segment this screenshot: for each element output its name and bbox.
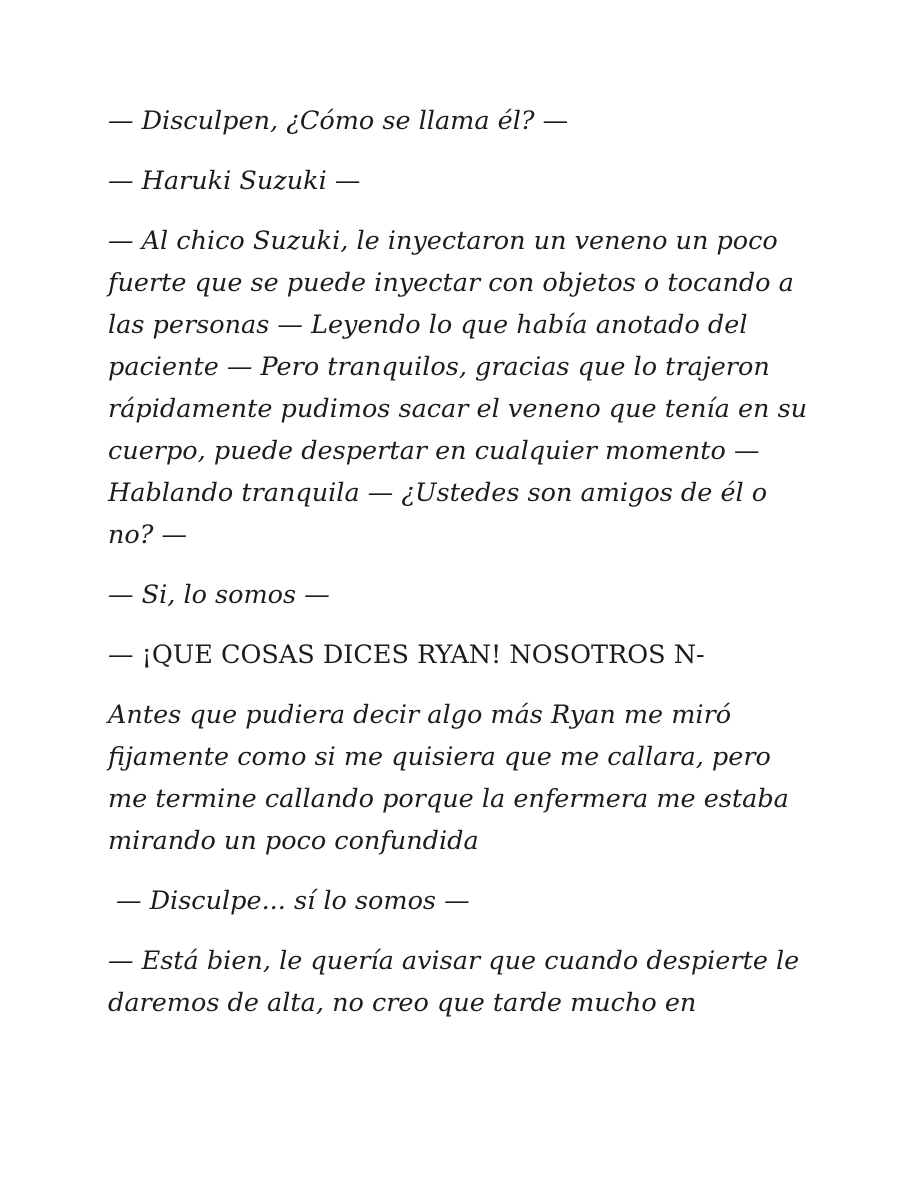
paragraph-dialogue-apology: — Disculpe... sí lo somos —: [116, 886, 470, 916]
paragraph-nurse-explanation: — Al chico Suzuki, le inyectaron un veneno un poco fuerte que se puede inyectar con objetos o tocando a las personas — Leyendo lo que había anotado del paciente — Pero tranquilos, gracias que lo trajeron rápidamente pudimos sacar el veneno que tenía en su cuerpo, puede despertar en cualquier momento — Hablando tranquila — ¿Ustedes son amigos de él o no? —: [108, 226, 808, 550]
paragraph-dialogue-name: — Haruki Suzuki —: [108, 166, 361, 196]
paragraph-dialogue-question: — Disculpen, ¿Cómo se llama él? —: [108, 106, 569, 136]
paragraph-dialogue-reply: — Si, lo somos —: [108, 580, 330, 610]
document-page: [108, 100, 808, 1042]
paragraph-narration: Antes que pudiera decir algo más Ryan me miró fijamente como si me quisiera que me callara, pero me termine callando porque la enfermera me estaba mirando un poco confundida: [108, 700, 789, 856]
paragraph-dialogue-shout: — ¡QUE COSAS DICES RYAN! NOSOTROS N-: [108, 640, 705, 670]
paragraph-nurse-closing: — Está bien, le quería avisar que cuando despierte le daremos de alta, no creo que tarde mucho en: [108, 946, 800, 1018]
